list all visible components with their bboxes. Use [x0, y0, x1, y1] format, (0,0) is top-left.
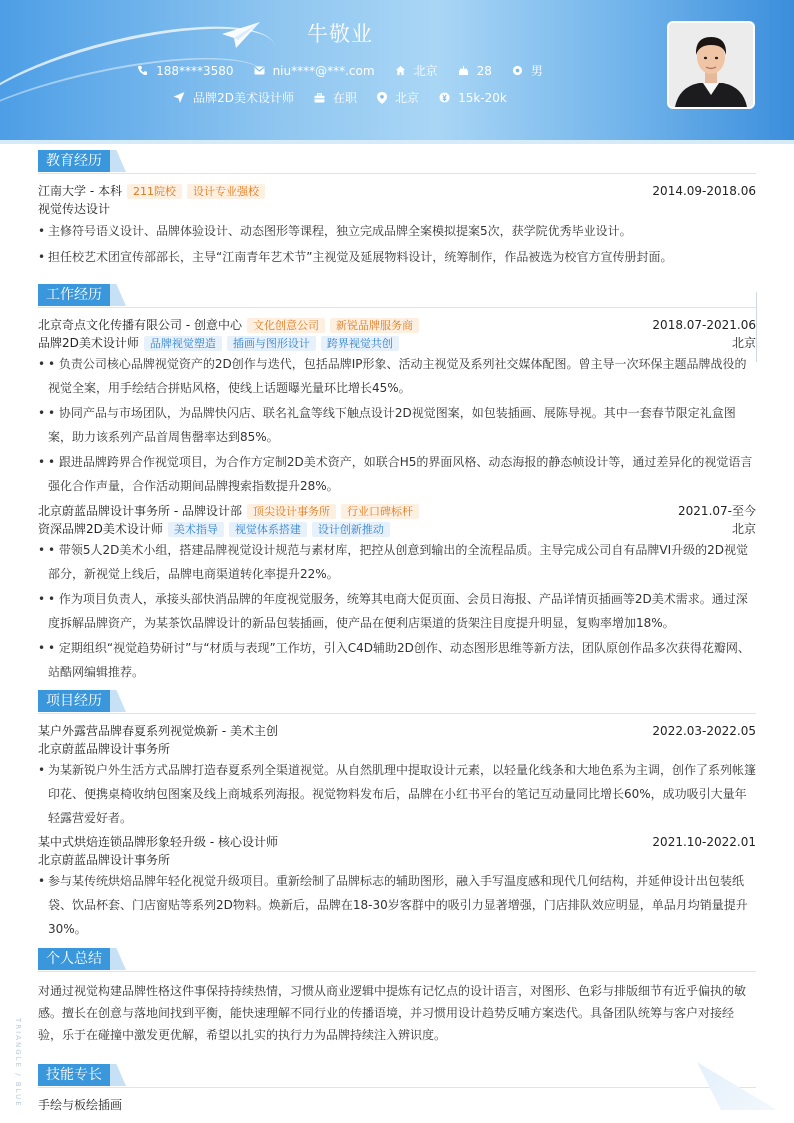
section-title-tail [110, 1064, 126, 1086]
phone-item [137, 64, 233, 78]
school-name: 江南大学 - 本科 [38, 184, 122, 198]
job-company-row [38, 316, 756, 334]
role-tag: 设计创新推动 [312, 522, 390, 537]
major-row [38, 200, 756, 218]
job-role-group [38, 520, 390, 538]
education-header [38, 150, 756, 174]
role-tag: 品牌视觉塑造 [144, 336, 222, 351]
candidate-name: 牛敬业 [307, 22, 373, 46]
send-icon [173, 92, 185, 103]
role-tag: 跨界视觉共创 [321, 336, 399, 351]
job-bullets [38, 538, 756, 684]
section-title-tail [110, 284, 126, 306]
section-title: 技能专长 [38, 1064, 110, 1086]
section-title-tail [110, 948, 126, 970]
home-icon [395, 65, 406, 76]
bullet-item: • • 负责公司核心品牌视觉资产的2D创作与迭代，包括品牌IP形象、活动主视觉及系列社交媒体配图。曾主导一次环保主题品牌战役的视觉全案，用手绘结合拼贴风格，使线上话题曝光量环比增长45%。 [38, 352, 756, 400]
project-name: 某中式烘焙连锁品牌形象轻升级 - 核心设计师 [38, 835, 278, 849]
project-period: 2022.03-2022.05 [652, 724, 756, 738]
skill-row [38, 1096, 756, 1114]
bullet-item: • 担任校艺术团宣传部部长，主导“江南青年艺术节”主视觉及延展物料设计，统筹制作，作品被选为校官方宣传册封面。 [38, 245, 756, 269]
job-location: 北京 [731, 336, 756, 350]
project-org: 北京蔚蓝品牌设计事务所 [38, 853, 171, 867]
job-location: 北京 [731, 522, 756, 536]
section-title: 工作经历 [38, 284, 110, 306]
project-name-row [38, 722, 756, 740]
bullet-item: • 为某新锐户外生活方式品牌打造春夏系列全渠道视觉。从自然肌理中提取设计元素，以轻量化线条和大地色系为主调，创作了系列帐篷印花、便携桌椅收纳包图案及线上商城系列海报。视觉物料发布后，品牌在小红书平台的笔记互动量同比增长60%，成功吸引大量年轻露营爱好者。 [38, 758, 756, 830]
skills-section [38, 1064, 756, 1114]
section-divider [38, 971, 756, 972]
city-item [395, 62, 438, 79]
education-school-group [38, 182, 265, 200]
project-entry [38, 722, 756, 830]
company-tag: 顶尖设计事务所 [247, 504, 336, 519]
job-role: 资深品牌2D美术设计师 [38, 522, 163, 536]
school-tag: 设计专业强校 [187, 184, 265, 199]
job-company-group [38, 502, 419, 520]
cake-icon [458, 65, 469, 76]
target-position-item [173, 89, 294, 106]
bullet-item: • • 定期组织“视觉趋势研讨”与“材质与表现”工作坊，引入C4D辅助2D创作、动态图形思维等新方法，团队原创作品多次获得花瓣网、站酷网编辑推荐。 [38, 636, 756, 684]
contact-row [0, 62, 680, 79]
section-divider [38, 713, 756, 714]
section-title: 教育经历 [38, 150, 110, 172]
education-section [38, 150, 756, 269]
job-role-row [38, 334, 756, 352]
summary-text: 对通过视觉构建品牌性格这件事保持持续热情，习惯从商业逻辑中提炼有记忆点的设计语言，对图形、色彩与排版细节有近乎偏执的敏感。擅长在创意与落地间找到平衡，能快速理解不同行业的传播语境，并习惯用设计趋势反哺方案迭代。具备团队统筹与客户对接经验，乐于在碰撞中激发更优解，希望以扎实的执行力为品牌持续注入辨识度。 [38, 984, 747, 1042]
section-title-tail [110, 690, 126, 712]
phone-text: 188****3580 [156, 63, 234, 78]
status-item [314, 89, 357, 106]
major-text: 视觉传达设计 [38, 202, 111, 216]
summary-section [38, 948, 756, 1046]
side-watermark-text: TRIANGLE / BLUE [14, 1018, 22, 1108]
briefcase-icon [314, 93, 325, 103]
phone-icon [137, 65, 148, 76]
email-item [254, 64, 375, 78]
job-entry [38, 502, 756, 684]
bullet-item: • • 带领5人2D美术小组，搭建品牌视觉设计规范与素材库，把控从创意到输出的全流程品质。主导完成公司自有品牌VI升级的2D视觉部分，新视觉上线后，品牌电商渠道转化率提升22%。 [38, 538, 756, 586]
bullet-item: • • 作为项目负责人，承接头部快消品牌的年度视觉服务，统筹其电商大促页面、会员日海报、产品详情页插画等2D美术需求。通过深度拆解品牌资产，为某茶饮品牌设计的新品包装插画，使产品在便利店渠道的货架注目度提升明显，复购率增加18%。 [38, 587, 756, 635]
projects-header [38, 690, 756, 714]
role-tag: 美术指导 [168, 522, 224, 537]
job-entry [38, 316, 756, 498]
gender-icon [512, 65, 523, 76]
job-company-group [38, 316, 419, 334]
gender-item [512, 62, 543, 79]
project-period: 2021.10-2022.01 [652, 835, 756, 849]
gender-text: 男 [530, 64, 543, 78]
school-tag: 211院校 [127, 184, 182, 199]
work-section [38, 284, 756, 684]
company-name: 北京蔚蓝品牌设计事务所 - 品牌设计部 [38, 504, 242, 518]
avatar [667, 21, 755, 109]
section-title-tail [110, 150, 126, 172]
bullet-item: • 参与某传统烘焙品牌年轻化视觉升级项目。重新绘制了品牌标志的辅助图形，融入手写温度感和现代几何结构，并延伸设计出包装纸袋、饮品杯套、门店窗贴等系列2D物料。焕新后，品牌在18-30岁客群中的吸引力显著增强，门店排队效应明显，单品月均销量提升30%。 [38, 869, 756, 941]
company-tag: 行业口碑标杆 [341, 504, 419, 519]
project-org-row [38, 740, 756, 758]
job-bullets [38, 352, 756, 498]
job-intent-row [0, 89, 680, 106]
skill-item: 手绘与板绘插画 [38, 1098, 123, 1112]
age-item [458, 64, 492, 78]
job-role-row [38, 520, 756, 538]
projects-section [38, 690, 756, 941]
location-icon [377, 92, 387, 104]
bullet-item: • • 协同产品与市场团队，为品牌快闪店、联名礼盒等线下触点设计2D视觉图案，如包装插画、展陈导视。其中一套春节限定礼盒图案，助力该系列产品首周售罄率达到85%。 [38, 401, 756, 449]
job-period: 2021.07-至今 [678, 504, 756, 518]
target-position-text: 品牌2D美术设计师 [193, 91, 295, 105]
project-entry [38, 833, 756, 941]
bullet-item: • 主修符号语义设计、品牌体验设计、动态图形等课程，独立完成品牌全案模拟提案5次，获学院优秀毕业设计。 [38, 219, 756, 243]
section-divider [38, 1087, 756, 1088]
salary-item [439, 91, 507, 105]
section-divider [38, 173, 756, 174]
section-title: 个人总结 [38, 948, 110, 970]
side-marker-line [756, 292, 757, 362]
education-period: 2014.09-2018.06 [652, 184, 756, 198]
job-period: 2018.07-2021.06 [652, 318, 756, 332]
section-divider [38, 307, 756, 308]
job-role: 品牌2D美术设计师 [38, 336, 139, 350]
salary-text: 15k-20k [458, 90, 507, 105]
bullet-item: • • 跟进品牌跨界合作视觉项目，为合作方定制2D美术资产，如联合H5的界面风格、动态海报的静态帧设计等，通过差异化的视觉语言强化合作声量，合作活动期间品牌搜索指数提升28%。 [38, 450, 756, 498]
section-title: 项目经历 [38, 690, 110, 712]
job-role-group [38, 334, 399, 352]
company-name: 北京奇点文化传播有限公司 - 创意中心 [38, 318, 242, 332]
project-name: 某户外露营品牌春夏系列视觉焕新 - 美术主创 [38, 724, 278, 738]
skills-header [38, 1064, 756, 1088]
target-city-item [377, 89, 419, 106]
mail-icon [254, 66, 265, 75]
target-city-text: 北京 [395, 91, 420, 105]
summary-header [38, 948, 756, 972]
project-org-row [38, 851, 756, 869]
project-bullets [38, 758, 756, 830]
company-tag: 文化创意公司 [247, 318, 325, 333]
company-tag: 新锐品牌服务商 [330, 318, 419, 333]
role-tag: 视觉体系搭建 [229, 522, 307, 537]
project-org: 北京蔚蓝品牌设计事务所 [38, 742, 171, 756]
project-name-row [38, 833, 756, 851]
resume-header [0, 0, 794, 140]
work-header [38, 284, 756, 308]
header-bottom-band [0, 140, 794, 144]
email-text: niu****@***.com [272, 63, 375, 78]
avatar-portrait [669, 23, 753, 107]
education-bullets [38, 219, 756, 269]
age-text: 28 [476, 63, 492, 78]
education-row [38, 182, 756, 200]
job-company-row [38, 502, 756, 520]
role-tag: 插画与图形设计 [227, 336, 316, 351]
city-text: 北京 [413, 64, 438, 78]
status-text: 在职 [333, 91, 358, 105]
money-icon [439, 92, 450, 103]
project-bullets [38, 869, 756, 941]
